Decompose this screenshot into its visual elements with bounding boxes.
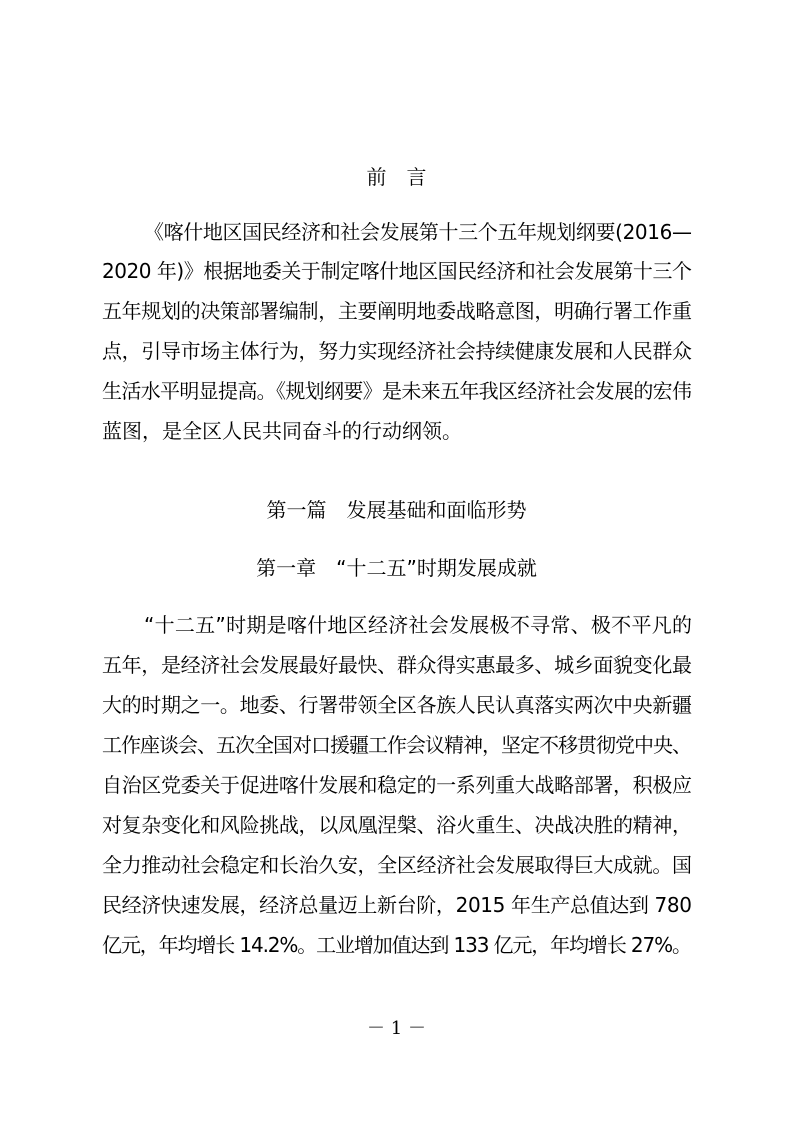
text-line: 大的时期之一。地委、行署带领全区各族人民认真落实两次中央新疆	[102, 693, 692, 717]
text-line: 亿元，年均增长 14.2%。工业增加值达到 133 亿元，年均增长 27%。	[102, 933, 691, 957]
page-number: － 1 －	[367, 1018, 426, 1039]
text-line: 2020 年)》根据地委关于制定喀什地区国民经济和社会发展第十三个	[102, 259, 692, 283]
preface-heading: 前 言	[366, 165, 427, 189]
chapter-heading: 第一章 “十二五”时期发展成就	[256, 556, 537, 580]
text-line: 全力推动社会稳定和长治久安，全区经济社会发展取得巨大成就。国	[102, 853, 692, 877]
text-line: 五年规划的决策部署编制，主要阐明地委战略意图，明确行署工作重	[102, 299, 692, 323]
text-line: 五年，是经济社会发展最好最快、群众得实惠最多、城乡面貌变化最	[102, 653, 692, 677]
text-line: 自治区党委关于促进喀什发展和稳定的一系列重大战略部署，积极应	[102, 773, 692, 797]
text-line: “十二五”时期是喀什地区经济社会发展极不寻常、极不平凡的	[144, 613, 693, 637]
text-line: 蓝图，是全区人民共同奋斗的行动纲领。	[102, 419, 462, 443]
text-line: 工作座谈会、五次全国对口援疆工作会议精神，坚定不移贯彻党中央、	[102, 733, 691, 757]
text-line: 民经济快速发展，经济总量迈上新台阶，2015 年生产总值达到 780	[102, 893, 692, 917]
text-line: 《喀什地区国民经济和社会发展第十三个五年规划纲要(2016—	[144, 220, 692, 244]
text-line: 生活水平明显提高。《规划纲要》是未来五年我区经济社会发展的宏伟	[102, 379, 692, 403]
text-line: 对复杂变化和风险挑战，以凤凰涅槃、浴火重生、决战决胜的精神，	[102, 813, 692, 837]
text-line: 点，引导市场主体行为，努力实现经济社会持续健康发展和人民群众	[102, 339, 692, 363]
part-heading: 第一篇 发展基础和面临形势	[266, 498, 527, 522]
